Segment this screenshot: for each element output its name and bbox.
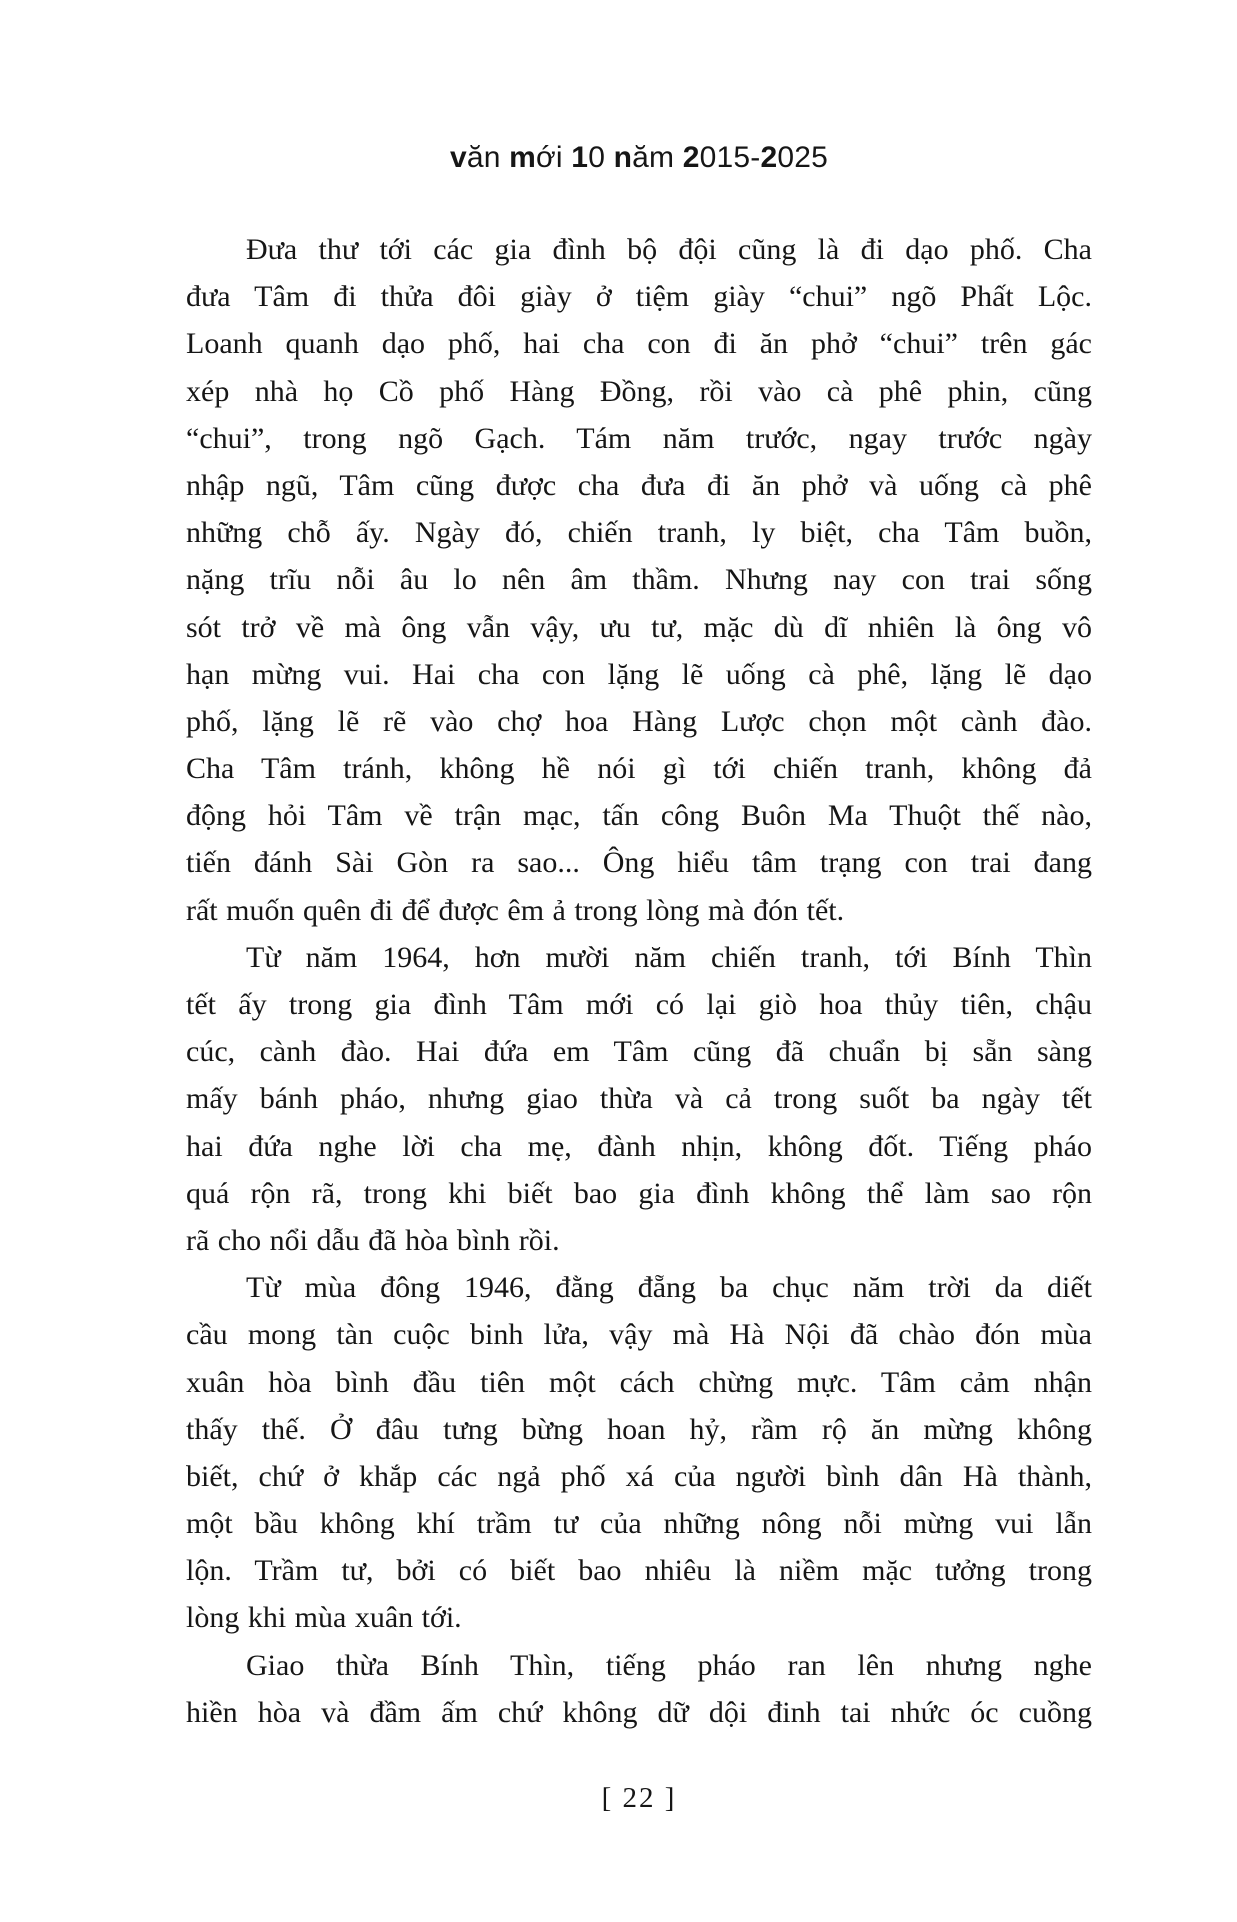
paragraph xyxy=(186,226,1092,934)
title-segment-bold: m xyxy=(509,141,537,174)
title-segment-bold: n xyxy=(613,141,633,174)
paragraph xyxy=(186,1642,1092,1736)
title-segment-bold: 1 xyxy=(571,141,589,174)
text-line: hai đứa nghe lời cha mẹ, đành nhịn, không đốt. Tiếng pháo xyxy=(186,1129,1092,1163)
running-header-title xyxy=(186,136,1092,180)
title-segment-bold: v xyxy=(449,141,467,174)
page-body xyxy=(186,226,1092,1736)
text-line: rất muốn quên đi để được êm ả trong lòng mà đón tết. xyxy=(186,893,845,927)
paragraph xyxy=(186,934,1092,1264)
title-segment-bold: 2 xyxy=(682,141,700,174)
text-line: xép nhà họ Cồ phố Hàng Đồng, rồi vào cà phê phin, cũng xyxy=(186,374,1092,408)
text-line: Từ năm 1964, hơn mười năm chiến tranh, tới Bính Thìn xyxy=(246,940,1092,974)
text-line: những chỗ ấy. Ngày đó, chiến tranh, ly biệt, cha Tâm buồn, xyxy=(186,516,1092,550)
text-line: sót trở về mà ông vẫn vậy, ưu tư, mặc dù dĩ nhiên là ông vô xyxy=(186,610,1092,644)
page-number: [ 22 ] xyxy=(601,1782,677,1814)
title-segment: ới xyxy=(536,141,572,174)
text-line: động hỏi Tâm về trận mạc, tấn công Buôn Ma Thuột thế nào, xyxy=(186,799,1092,833)
text-line: quá rộn rã, trong khi biết bao gia đình không thể làm sao rộn xyxy=(186,1176,1092,1210)
text-line: nặng trĩu nỗi âu lo nên âm thầm. Nhưng nay con trai sống xyxy=(186,563,1092,597)
text-line: cầu mong tàn cuộc binh lửa, vậy mà Hà Nội đã chào đón mùa xyxy=(186,1318,1092,1352)
text-line: Cha Tâm tránh, không hề nói gì tới chiến tranh, không đả xyxy=(186,752,1092,786)
text-line: Loanh quanh dạo phố, hai cha con đi ăn phở “chui” trên gác xyxy=(186,327,1092,361)
text-line: thấy thế. Ở đâu tưng bừng hoan hỷ, rầm rộ ăn mừng không xyxy=(186,1412,1092,1446)
text-line: nhập ngũ, Tâm cũng được cha đưa đi ăn phở và uống cà phê xyxy=(186,468,1092,502)
text-line: biết, chứ ở khắp các ngả phố xá của người bình dân Hà thành, xyxy=(186,1459,1092,1493)
text-line: đưa Tâm đi thửa đôi giày ở tiệm giày “chui” ngõ Phất Lộc. xyxy=(186,280,1092,314)
title-segment: ăm xyxy=(632,141,683,174)
text-line: tết ấy trong gia đình Tâm mới có lại giò hoa thủy tiên, chậu xyxy=(186,988,1092,1021)
text-line: hiền hòa và đầm ấm chứ không dữ dội đinh tai nhức óc cuồng xyxy=(186,1695,1092,1729)
title-segment: 025 xyxy=(777,141,829,174)
title-segment-bold: 2 xyxy=(760,141,778,174)
title-segment: ăn xyxy=(466,141,510,174)
paragraph xyxy=(186,1264,1092,1642)
text-line: tiến đánh Sài Gòn ra sao... Ông hiểu tâm trạng con trai đang xyxy=(186,846,1092,880)
text-line: phố, lặng lẽ rẽ vào chợ hoa Hàng Lược chọn một cành đào. xyxy=(186,704,1092,738)
text-line: lộn. Trầm tư, bởi có biết bao nhiêu là niềm mặc tưởng trong xyxy=(186,1554,1092,1588)
text-line: một bầu không khí trầm tư của những nông nỗi mừng vui lẫn xyxy=(186,1507,1092,1541)
text-line: hạn mừng vui. Hai cha con lặng lẽ uống cà phê, lặng lẽ dạo xyxy=(186,657,1092,691)
text-line: Từ mùa đông 1946, đằng đẵng ba chục năm trời da diết xyxy=(246,1271,1092,1305)
text-line: “chui”, trong ngõ Gạch. Tám năm trước, ngay trước ngày xyxy=(186,421,1092,455)
text-line: xuân hòa bình đầu tiên một cách chừng mực. Tâm cảm nhận xyxy=(186,1365,1092,1399)
title-segment: 0 xyxy=(588,141,614,174)
text-line: cúc, cành đào. Hai đứa em Tâm cũng đã chuẩn bị sẵn sàng xyxy=(186,1035,1092,1069)
text-line: lòng khi mùa xuân tới. xyxy=(186,1601,462,1635)
text-line: Giao thừa Bính Thìn, tiếng pháo ran lên nhưng nghe xyxy=(246,1648,1092,1682)
text-line: rã cho nổi dẫu đã hòa bình rồi. xyxy=(186,1223,560,1257)
text-line: mấy bánh pháo, nhưng giao thừa và cả trong suốt ba ngày tết xyxy=(186,1082,1092,1116)
text-line: Đưa thư tới các gia đình bộ đội cũng là đi dạo phố. Cha xyxy=(246,233,1092,266)
title-segment: 015- xyxy=(699,141,761,174)
